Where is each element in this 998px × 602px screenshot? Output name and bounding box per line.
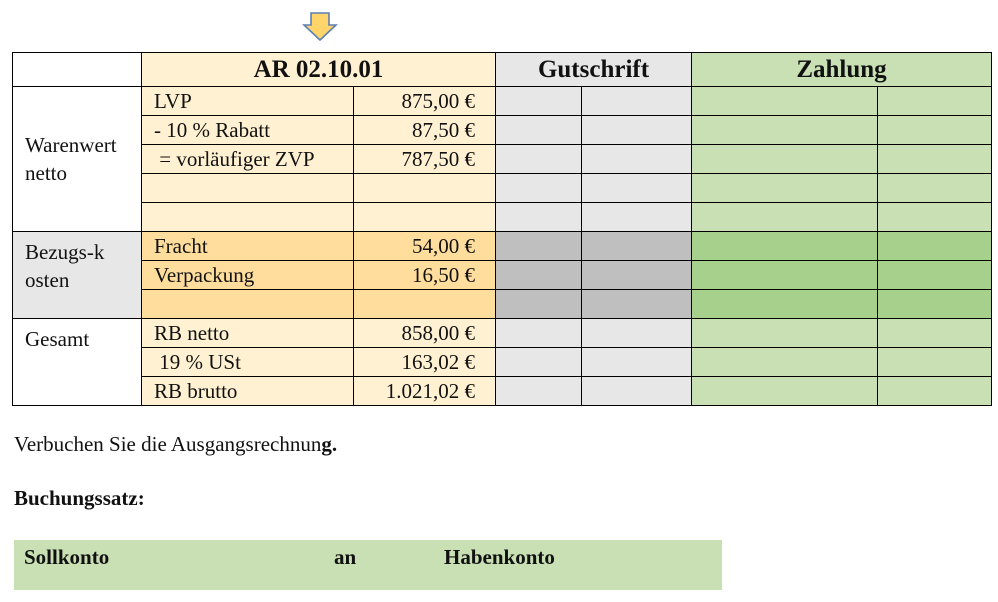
zahlung-cell: [878, 203, 992, 232]
row-label: Fracht: [142, 232, 354, 261]
down-arrow-icon: [302, 12, 338, 42]
gutschrift-cell: [496, 203, 582, 232]
zahlung-cell: [692, 174, 878, 203]
zahlung-cell: [878, 174, 992, 203]
task-text: Verbuchen Sie die Ausgangsrechnun: [14, 432, 322, 456]
row-amount: 1.021,02 €: [354, 377, 496, 406]
table-row: [13, 87, 992, 116]
zahlung-cell: [878, 145, 992, 174]
row-label: - 10 % Rabatt: [142, 116, 354, 145]
zahlung-cell: [692, 203, 878, 232]
gutschrift-cell: [582, 203, 692, 232]
row-amount: 858,00 €: [354, 319, 496, 348]
gutschrift-cell: [496, 145, 582, 174]
row-label: LVP: [142, 87, 354, 116]
task-instruction: [14, 432, 337, 457]
buchungssatz-heading: Buchungssatz:: [14, 486, 145, 510]
gutschrift-cell: [582, 348, 692, 377]
gutschrift-cell: [496, 174, 582, 203]
gutschrift-cell: [496, 116, 582, 145]
row-amount: 875,00 €: [354, 87, 496, 116]
row-amount: [354, 290, 496, 319]
task-text-bold: g.: [321, 432, 338, 456]
table-row: [13, 174, 992, 203]
table-row: [13, 116, 992, 145]
corner-cell: [13, 53, 142, 87]
gutschrift-cell: [582, 319, 692, 348]
invoice-table: [12, 52, 992, 406]
table-row: [13, 203, 992, 232]
gutschrift-cell: [582, 145, 692, 174]
group-label-gesamt: Gesamt: [13, 319, 142, 406]
gutschrift-cell: [582, 261, 692, 290]
sollkonto-label: Sollkonto: [24, 545, 110, 569]
table-row: [13, 145, 992, 174]
row-label: 19 % USt: [142, 348, 354, 377]
gutschrift-cell: [496, 261, 582, 290]
zahlung-cell: [692, 290, 878, 319]
zahlung-header: Zahlung: [692, 53, 992, 87]
zahlung-cell: [692, 377, 878, 406]
gutschrift-cell: [496, 87, 582, 116]
table-row: [13, 377, 992, 406]
row-amount: 54,00 €: [354, 232, 496, 261]
table-row: [13, 319, 992, 348]
table-row: [13, 261, 992, 290]
gutschrift-cell: [582, 290, 692, 319]
gutschrift-cell: [582, 174, 692, 203]
group-label-bezugskosten: [13, 232, 142, 319]
zahlung-cell: [878, 290, 992, 319]
zahlung-cell: [692, 232, 878, 261]
zahlung-cell: [878, 87, 992, 116]
table-row: [13, 290, 992, 319]
row-label: RB brutto: [142, 377, 354, 406]
zahlung-cell: [878, 348, 992, 377]
gutschrift-cell: [582, 87, 692, 116]
gutschrift-cell: [496, 290, 582, 319]
row-label: RB netto: [142, 319, 354, 348]
gutschrift-cell: [496, 319, 582, 348]
zahlung-cell: [878, 319, 992, 348]
gutschrift-cell: [496, 348, 582, 377]
zahlung-cell: [692, 116, 878, 145]
table-row: [13, 348, 992, 377]
group-label-bezugskosten-text: Bezugs-kosten: [25, 240, 105, 292]
zahlung-cell: [692, 87, 878, 116]
row-amount: [354, 203, 496, 232]
row-amount: 163,02 €: [354, 348, 496, 377]
zahlung-cell: [878, 116, 992, 145]
zahlung-cell: [692, 348, 878, 377]
table-row: [13, 232, 992, 261]
row-label: [142, 203, 354, 232]
row-label: = vorläufiger ZVP: [142, 145, 354, 174]
row-label: [142, 174, 354, 203]
ar-header: AR 02.10.01: [142, 53, 496, 87]
zahlung-cell: [692, 261, 878, 290]
zahlung-cell: [692, 145, 878, 174]
header-row: [13, 53, 992, 87]
zahlung-cell: [878, 261, 992, 290]
gutschrift-cell: [582, 377, 692, 406]
zahlung-cell: [692, 319, 878, 348]
row-amount: 87,50 €: [354, 116, 496, 145]
gutschrift-cell: [496, 377, 582, 406]
an-label: an: [334, 545, 357, 569]
gutschrift-cell: [496, 232, 582, 261]
row-label: [142, 290, 354, 319]
zahlung-cell: [878, 232, 992, 261]
row-amount: [354, 174, 496, 203]
habenkonto-label: Habenkonto: [444, 545, 555, 569]
gutschrift-cell: [582, 116, 692, 145]
buchungssatz-bar: [14, 540, 722, 590]
row-amount: 16,50 €: [354, 261, 496, 290]
row-label: Verpackung: [142, 261, 354, 290]
gutschrift-cell: [582, 232, 692, 261]
zahlung-cell: [878, 377, 992, 406]
gutschrift-header: Gutschrift: [496, 53, 692, 87]
group-label-warenwert: Warenwert netto: [13, 87, 142, 232]
row-amount: 787,50 €: [354, 145, 496, 174]
